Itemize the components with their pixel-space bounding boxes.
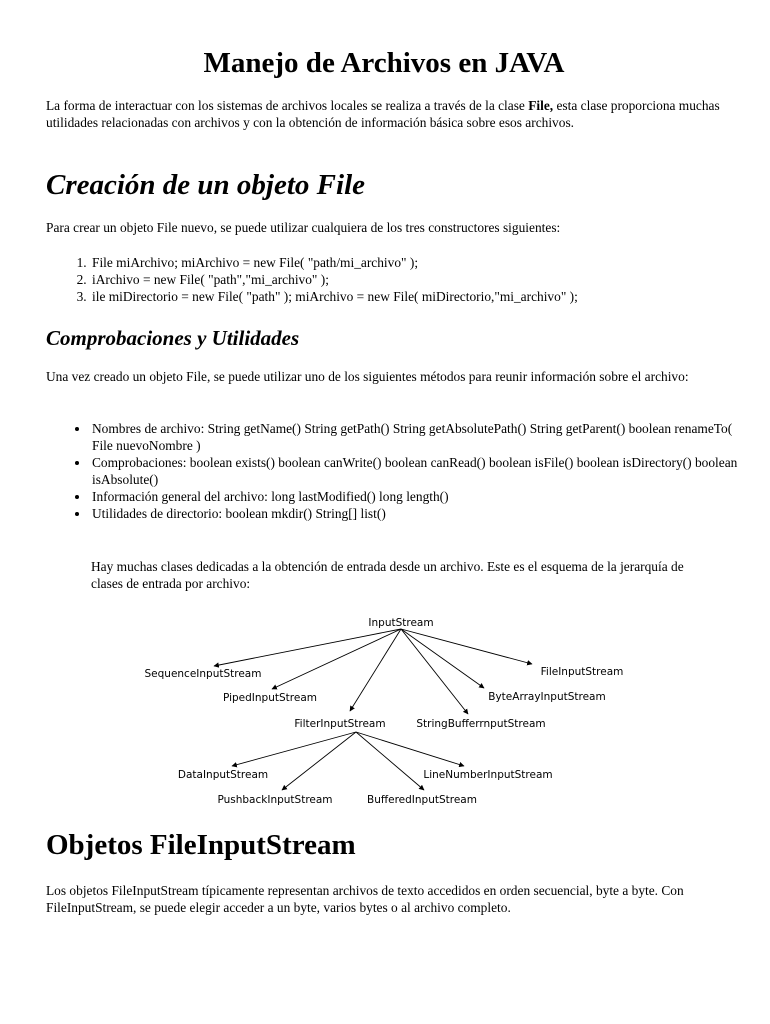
- diagram-node-pipedinputstream: PipedInputStream: [223, 692, 317, 704]
- comprobaciones-paragraph: Una vez creado un objeto File, se puede utilizar uno de los siguientes métodos para reunir información sobre el archivo:: [46, 369, 689, 384]
- section-heading-fileinputstream: Objetos FileInputStream: [46, 829, 356, 861]
- class-hierarchy-diagram: [130, 608, 624, 812]
- page-title: Manejo de Archivos en JAVA: [203, 47, 565, 79]
- edge-line: [401, 629, 468, 714]
- constructor-item: 1. File miArchivo; miArchivo = new File( "path/mi_archivo" );: [90, 254, 770, 271]
- edge-line: [401, 629, 532, 664]
- edge-line: [272, 629, 401, 689]
- edge-line: [356, 732, 464, 766]
- diagram-node-inputstream: InputStream: [368, 617, 434, 629]
- edge-line: [214, 629, 401, 666]
- intro-class-name: File,: [528, 98, 554, 113]
- diagram-node-fileinputstream: FileInputStream: [540, 666, 624, 678]
- edge-line: [232, 732, 356, 766]
- diagram-node-linenumberinputstream: LineNumberInputStream: [423, 769, 553, 781]
- constructor-item: 2. iArchivo = new File( "path","mi_archivo" );: [90, 271, 770, 288]
- diagram-node-bytearrayinputstream: ByteArrayInputStream: [488, 691, 606, 703]
- edge-line: [356, 732, 424, 790]
- methods-list: [46, 420, 750, 522]
- edge-line: [282, 732, 356, 790]
- diagram-node-datainputstream: DataInputStream: [177, 769, 269, 781]
- method-item: • Nombres de archivo: String getName() String getPath() String getAbsolutePath() String getParent() boolean renameTo( File nuevoNombre ): [90, 420, 750, 454]
- section-heading-creacion: Creación de un objeto File: [46, 169, 365, 201]
- creacion-paragraph: Para crear un objeto File nuevo, se puede utilizar cualquiera de los tres constructores siguientes:: [46, 220, 561, 235]
- method-item: • Utilidades de directorio: boolean mkdir() String[] list(): [90, 505, 750, 522]
- diagram-node-stringbufferinputstream: StringBufferrnputStream: [416, 718, 546, 730]
- section-heading-comprobaciones: Comprobaciones y Utilidades: [46, 326, 300, 350]
- constructor-list: [46, 254, 770, 305]
- diagram-node-sequenceinputstream: SequenceInputStream: [144, 668, 262, 680]
- constructor-item: 3. ile miDirectorio = new File( "path" ); miArchivo = new File( miDirectorio,"mi_archivo" );: [90, 288, 770, 305]
- diagram-node-filterinputstream: FilterInputStream: [294, 718, 386, 730]
- hierarchy-intro-paragraph: Hay muchas clases dedicadas a la obtención de entrada desde un archivo. Este es el esquema de la jerarquía de clases de entrada por archivo:: [91, 559, 684, 591]
- fileinputstream-paragraph: Los objetos FileInputStream típicamente representan archivos de texto accedidos en orden secuencial, byte a byte. Con FileInputStream, se puede elegir acceder a un byte, varios bytes o al archivo completo.: [46, 883, 684, 915]
- intro-paragraph: [46, 97, 726, 131]
- diagram-node-bufferedinputstream: BufferedInputStream: [367, 794, 477, 806]
- intro-text-end: esta clase proporciona muchas utilidades relacionadas con archivos y con la obtención de información básica sobre esos archivos.: [46, 98, 720, 130]
- method-item: • Comprobaciones: boolean exists() boolean canWrite() boolean canRead() boolean isFile() boolean isDirectory() boolean isAbsolute(): [90, 454, 750, 488]
- edge-line: [401, 629, 484, 688]
- intro-text-start: La forma de interactuar con los sistemas de archivos locales se realiza a través de la clase: [46, 98, 529, 113]
- method-item: • Información general del archivo: long lastModified() long length(): [90, 488, 750, 505]
- diagram-node-pushbackinputstream: PushbackInputStream: [217, 794, 333, 806]
